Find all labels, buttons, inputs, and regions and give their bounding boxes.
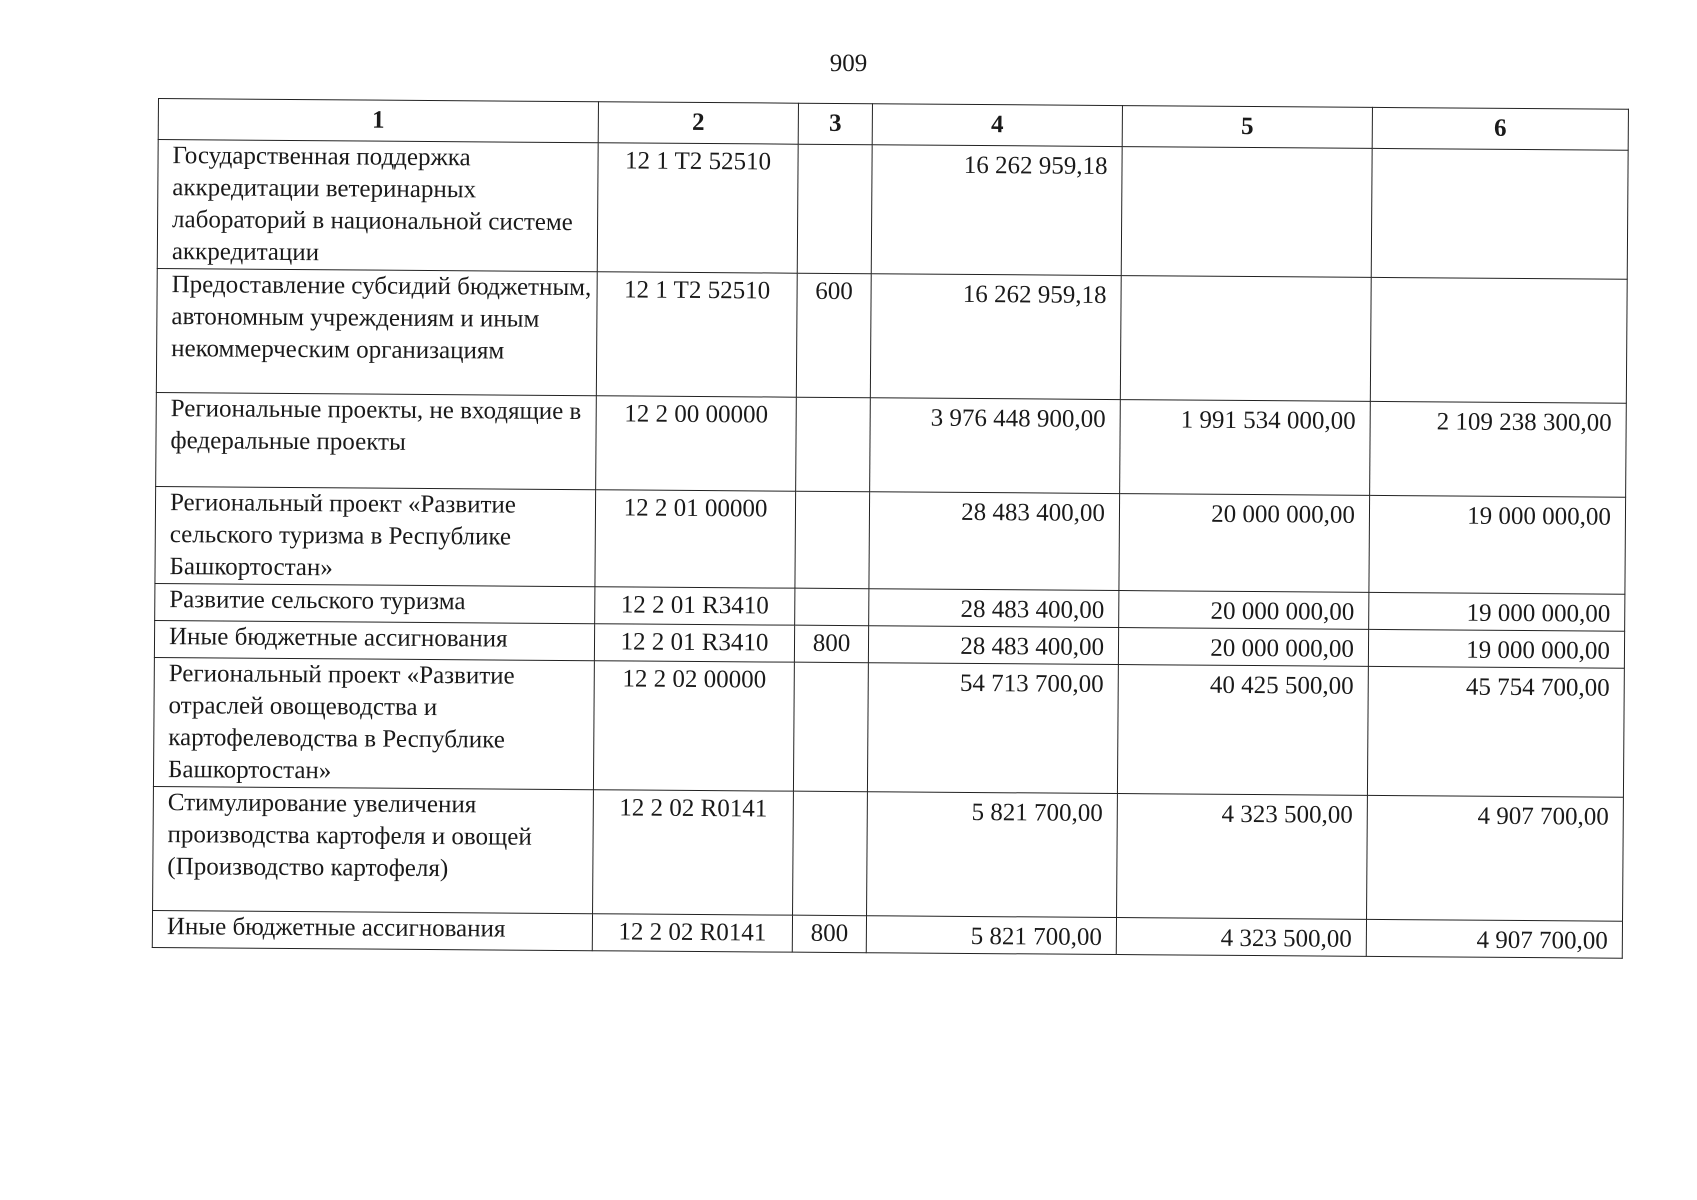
header-col-5: 5 — [1122, 106, 1372, 149]
row-code: 12 2 02 R0141 — [593, 790, 794, 915]
table-row — [155, 486, 1626, 594]
table-row — [156, 392, 1627, 497]
row-amount-6: 4 907 700,00 — [1367, 795, 1624, 921]
header-col-2: 2 — [598, 102, 798, 144]
row-name: Государственная поддержка аккредитации ветеринарных лабораторий в национальной системе аккредитации — [157, 140, 598, 272]
row-amount-6: 19 000 000,00 — [1369, 592, 1625, 631]
table-row — [156, 268, 1627, 403]
page-number: 909 — [829, 50, 868, 77]
row-amount-4: 5 821 700,00 — [867, 792, 1118, 918]
row-amount-4: 5 821 700,00 — [866, 916, 1116, 955]
budget-table-container — [152, 98, 1628, 959]
row-amount-6 — [1370, 277, 1627, 403]
row-kind — [793, 662, 868, 792]
row-kind: 800 — [794, 625, 868, 663]
row-name: Предоставление субсидий бюджетным, автономным учреждениям и иным некоммерческим организациям — [156, 268, 597, 395]
row-code: 12 2 01 00000 — [595, 490, 796, 588]
row-name: Стимулирование увеличения производства картофеля и овощей (Производство картофеля) — [153, 786, 594, 913]
row-amount-4: 28 483 400,00 — [868, 626, 1118, 665]
row-amount-4: 54 713 700,00 — [867, 663, 1118, 794]
table-row — [153, 657, 1624, 797]
row-kind — [795, 588, 869, 626]
row-amount-5: 40 425 500,00 — [1117, 665, 1368, 796]
row-amount-4: 16 262 959,18 — [871, 145, 1122, 276]
row-amount-5: 20 000 000,00 — [1119, 591, 1369, 630]
row-amount-6: 19 000 000,00 — [1369, 495, 1626, 594]
row-name: Иные бюджетные ассигнования — [154, 620, 594, 660]
row-amount-5: 20 000 000,00 — [1118, 628, 1368, 667]
row-kind: 600 — [796, 273, 871, 398]
row-code: 12 2 01 R3410 — [594, 624, 794, 662]
header-col-1: 1 — [158, 99, 598, 143]
row-amount-5: 4 323 500,00 — [1117, 794, 1368, 920]
row-code: 12 1 T2 52510 — [596, 272, 797, 397]
row-code: 12 1 T2 52510 — [597, 143, 798, 273]
row-name: Региональный проект «Развитие отраслей овощеводства и картофелеводства в Республике Башкортостан» — [153, 657, 594, 789]
row-amount-5: 4 323 500,00 — [1116, 918, 1366, 957]
row-amount-5: 1 991 534 000,00 — [1120, 400, 1371, 496]
row-amount-5: 20 000 000,00 — [1119, 494, 1370, 593]
header-col-6: 6 — [1372, 107, 1628, 150]
row-name: Региональный проект «Развитие сельского туризма в Республике Башкортостан» — [155, 486, 596, 586]
row-amount-6: 2 109 238 300,00 — [1370, 401, 1627, 497]
header-col-3: 3 — [798, 103, 872, 145]
row-kind — [797, 144, 872, 274]
row-code: 12 2 00 00000 — [596, 396, 797, 491]
row-amount-4: 3 976 448 900,00 — [870, 398, 1121, 494]
table-row — [157, 140, 1628, 280]
row-name: Иные бюджетные ассигнования — [152, 910, 592, 950]
row-kind — [796, 397, 871, 492]
budget-table — [152, 98, 1629, 959]
row-kind — [795, 491, 870, 589]
row-kind — [793, 791, 868, 916]
row-amount-4: 16 262 959,18 — [870, 274, 1121, 400]
row-amount-6: 4 907 700,00 — [1366, 919, 1622, 958]
row-name: Региональные проекты, не входящие в федеральные проекты — [156, 392, 597, 489]
table-row — [153, 786, 1624, 921]
row-amount-6 — [1371, 148, 1628, 279]
row-code: 12 2 02 R0141 — [592, 914, 792, 952]
row-code: 12 2 01 R3410 — [595, 587, 795, 625]
row-code: 12 2 02 00000 — [593, 661, 794, 791]
row-amount-4: 28 483 400,00 — [869, 589, 1119, 628]
row-amount-6: 19 000 000,00 — [1368, 629, 1624, 668]
header-col-4: 4 — [872, 104, 1122, 147]
row-amount-4: 28 483 400,00 — [869, 492, 1120, 591]
row-kind: 800 — [792, 915, 866, 953]
row-amount-5 — [1121, 147, 1372, 278]
row-amount-6: 45 754 700,00 — [1367, 666, 1624, 797]
row-amount-5 — [1120, 276, 1371, 402]
row-name: Развитие сельского туризма — [155, 583, 595, 623]
